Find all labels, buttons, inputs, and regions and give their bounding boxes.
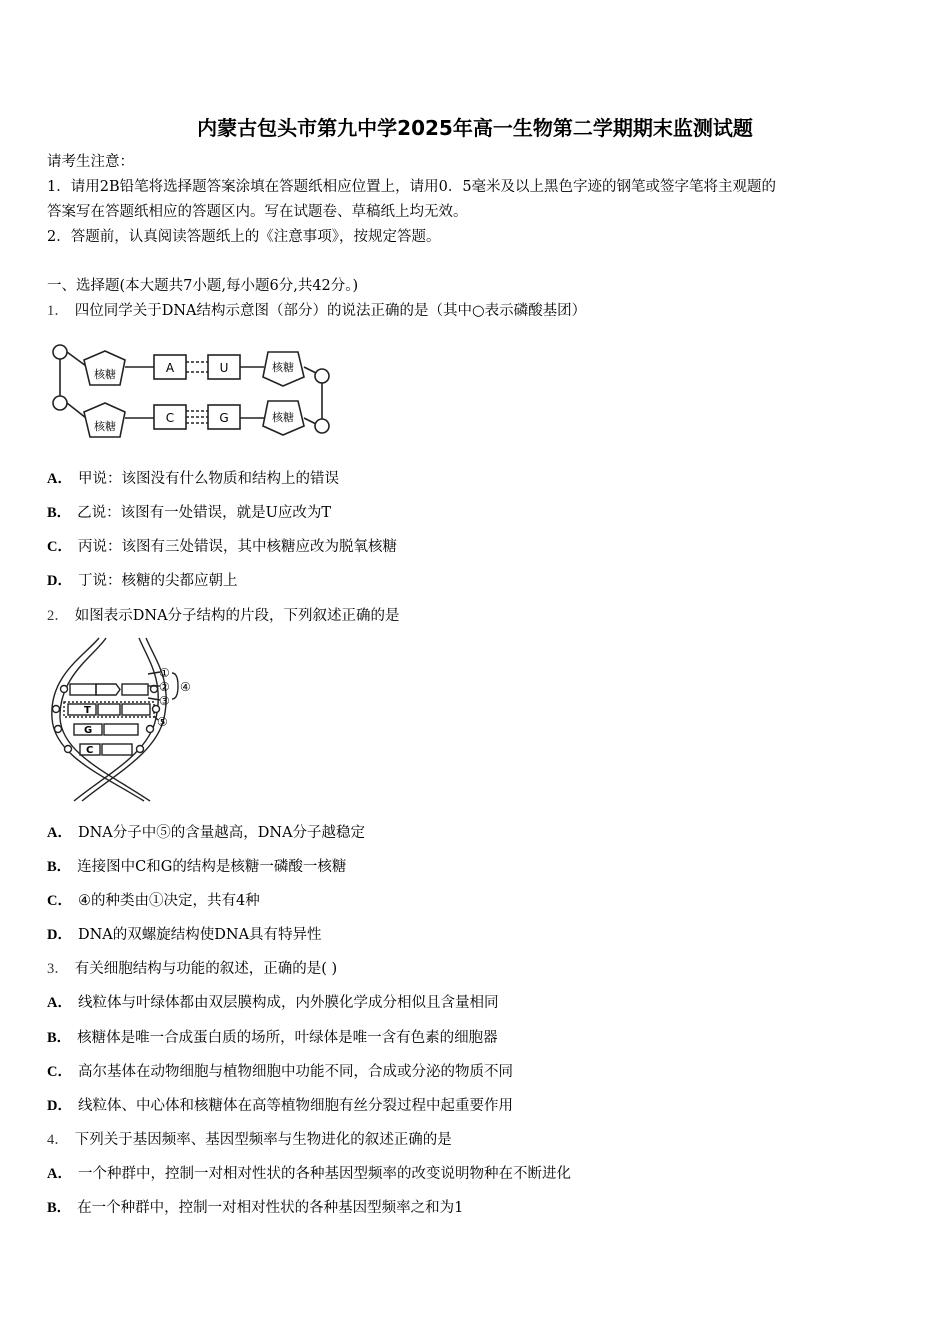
question-number: 3． xyxy=(47,961,69,977)
base-label: G xyxy=(219,411,229,425)
option-text: 核糖体是唯一合成蛋白质的场所，叶绿体是唯一含有色素的细胞器 xyxy=(77,1030,498,1046)
option-label: B． xyxy=(47,1200,72,1216)
option-label: A． xyxy=(47,825,72,841)
option-text: 甲说：该图没有什么物质和结构上的错误 xyxy=(77,471,339,487)
option-item xyxy=(47,1198,463,1218)
dna-structure-diagram-1 xyxy=(50,338,335,438)
option-item xyxy=(47,993,498,1013)
sugar-label: 核糖 xyxy=(94,420,116,433)
option-text: DNA的双螺旋结构使DNA具有特异性 xyxy=(77,927,322,943)
notice-heading: 请考生注意： xyxy=(47,154,134,170)
marker-5: ⑤ xyxy=(157,715,168,729)
base-label: C xyxy=(86,745,94,756)
option-text: 在一个种群中，控制一对相对性状的各种基因型频率之和为1 xyxy=(77,1200,464,1216)
option-item xyxy=(47,537,397,557)
base-label: A xyxy=(165,361,175,375)
option-item xyxy=(47,503,331,523)
option-item xyxy=(47,571,237,591)
base-label: C xyxy=(165,411,175,425)
option-text: 线粒体与叶绿体都由双层膜构成，内外膜化学成分相似且含量相同 xyxy=(77,995,499,1011)
option-text: 乙说：该图有一处错误，就是U应改为T xyxy=(77,505,332,521)
marker-1: ① xyxy=(159,666,170,680)
sugar-label: 核糖 xyxy=(272,361,294,374)
option-label: C． xyxy=(47,539,72,555)
option-item xyxy=(47,469,339,489)
question-3 xyxy=(47,959,337,979)
option-text: DNA分子中⑤的含量越高，DNA分子越稳定 xyxy=(77,825,366,841)
question-1 xyxy=(47,301,586,321)
option-text: 高尔基体在动物细胞与植物细胞中功能不同，合成或分泌的物质不同 xyxy=(77,1064,513,1080)
option-item xyxy=(47,925,322,945)
option-label: B． xyxy=(47,1030,72,1046)
option-label: C． xyxy=(47,893,72,909)
question-stem: 下列关于基因频率、基因型频率与生物进化的叙述正确的是 xyxy=(74,1132,452,1148)
question-2 xyxy=(47,606,400,626)
marker-2: ② xyxy=(159,680,170,694)
dna-helix-diagram-2 xyxy=(44,636,204,804)
option-item xyxy=(47,891,260,911)
marker-3: ③ xyxy=(159,694,170,708)
sugar-label: 核糖 xyxy=(94,368,116,381)
base-label: U xyxy=(219,361,229,375)
option-label: A． xyxy=(47,471,72,487)
option-label: A． xyxy=(47,1166,72,1182)
sugar-label: 核糖 xyxy=(272,411,294,424)
notice-line-2: 答案写在答题纸相应的答题区内。写在试题卷、草稿纸上均无效。 xyxy=(47,204,468,220)
notice-line-3: 2．答题前，认真阅读答题纸上的《注意事项》，按规定答题。 xyxy=(47,229,441,245)
option-text: 丙说：该图有三处错误，其中核糖应改为脱氧核糖 xyxy=(77,539,397,555)
question-number: 1． xyxy=(47,303,69,319)
question-stem: 如图表示DNA分子结构的片段，下列叙述正确的是 xyxy=(74,608,400,624)
option-item xyxy=(47,857,346,877)
question-number: 4． xyxy=(47,1132,69,1148)
option-label: D． xyxy=(47,927,72,943)
option-text: ④的种类由①决定，共有4种 xyxy=(77,893,260,909)
marker-4: ④ xyxy=(180,680,191,694)
question-number: 2． xyxy=(47,608,69,624)
option-label: B． xyxy=(47,505,72,521)
option-text: 丁说：核糖的尖都应朝上 xyxy=(77,573,238,589)
question-4 xyxy=(47,1130,452,1150)
option-item xyxy=(47,1062,513,1082)
option-item xyxy=(47,823,365,843)
option-item xyxy=(47,1028,498,1048)
base-label: G xyxy=(84,725,93,736)
question-stem: 有关细胞结构与功能的叙述，正确的是( ) xyxy=(74,961,338,977)
option-text: 连接图中C和G的结构是核糖一磷酸一核糖 xyxy=(77,859,347,875)
option-text: 线粒体、中心体和核糖体在高等植物细胞有丝分裂过程中起重要作用 xyxy=(77,1098,513,1114)
notice-line-1: 1．请用2B铅笔将选择题答案涂填在答题纸相应位置上，请用0．5毫米及以上黑色字迹的钢笔或签字笔将主观题的 xyxy=(47,179,777,195)
option-label: D． xyxy=(47,1098,72,1114)
option-label: C． xyxy=(47,1064,72,1080)
page-title: 内蒙古包头市第九中学2025年高一生物第二学期期末监测试题 xyxy=(197,116,753,140)
option-label: A． xyxy=(47,995,72,1011)
option-item xyxy=(47,1096,513,1116)
option-item xyxy=(47,1164,571,1184)
option-label: B． xyxy=(47,859,72,875)
option-text: 一个种群中，控制一对相对性状的各种基因型频率的改变说明物种在不断进化 xyxy=(77,1166,571,1182)
option-label: D． xyxy=(47,573,72,589)
base-label: T xyxy=(84,705,91,716)
question-stem: 四位同学关于DNA结构示意图（部分）的说法正确的是（其中○表示磷酸基团） xyxy=(74,303,587,319)
section-heading: 一、选择题(本大题共7小题,每小题6分,共42分。) xyxy=(47,278,359,294)
